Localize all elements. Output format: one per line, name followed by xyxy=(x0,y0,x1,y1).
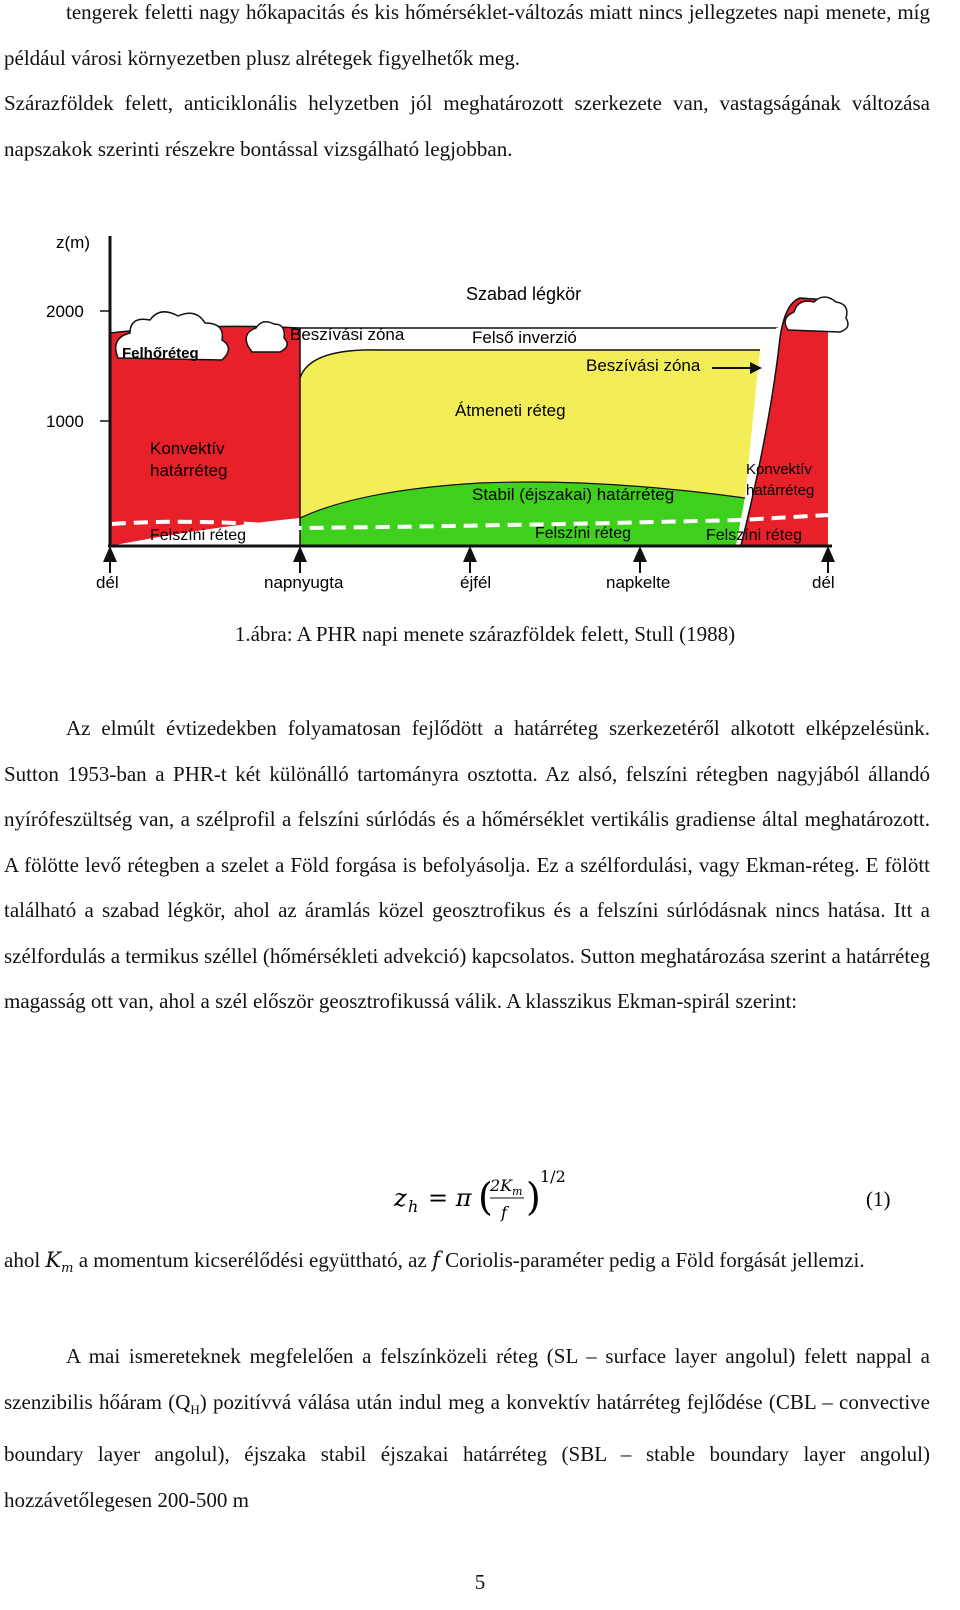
time-label-noon-1: dél xyxy=(96,573,119,592)
label-entrainment-right: Beszívási zóna xyxy=(586,356,701,375)
axis-label-z: z(m) xyxy=(56,233,90,252)
paragraph-symbols xyxy=(4,1242,930,1287)
convective-layer-right xyxy=(740,298,828,546)
para1-text: tengerek feletti nagy hőkapacitás és kis hőmérséklet-változás miatt nincs jellegzetes napi menete, míg például városi környezetben plusz alrétegek figyelhetők meg. xyxy=(4,0,930,70)
time-label-midnight: éjfél xyxy=(460,573,492,592)
label-surface-right: Felszíni réteg xyxy=(706,527,803,544)
label-free-atmosphere: Szabad légkör xyxy=(466,284,582,304)
para4-text-3: Coriolis-paraméter pedig a Föld forgását jellemzi. xyxy=(439,1248,865,1272)
eq-numerator-sub: m xyxy=(512,1185,523,1198)
time-arrows xyxy=(103,546,835,573)
eq-exponent: 1/2 xyxy=(540,1167,566,1186)
label-surface-left: Felszíni réteg xyxy=(150,527,247,544)
equation-1 xyxy=(0,1160,960,1230)
eq-lhs: z xyxy=(394,1184,407,1212)
label-cloud-layer: Felhőréteg xyxy=(122,345,199,362)
figure-svg xyxy=(0,228,960,598)
para4-text-2: a momentum kicserélődési együttható, az xyxy=(73,1248,433,1272)
symbol-k-sub: m xyxy=(61,1261,74,1277)
para5-text-1: A mai ismereteknek megfelelően a felszínközeli réteg (SL – surface layer angolul) felett nappal a szenzibilis hőáram (Q xyxy=(4,1344,930,1414)
eq-equals-pi: = π xyxy=(428,1184,472,1212)
page-number: 5 xyxy=(474,1570,486,1594)
para2-text: Szárazföldek felett, anticiklonális helyzetben jól meghatározott szerkezete van, vastagságának változása napszakok szerinti részekre bontással vizsgálható legjobban. xyxy=(4,91,930,161)
label-residual-layer: Átmeneti réteg xyxy=(455,401,566,420)
para5-sub-h: H xyxy=(190,1401,200,1417)
eq-denominator: f xyxy=(501,1203,507,1222)
figure-phr-diurnal-cycle xyxy=(0,228,960,598)
symbol-km xyxy=(45,1248,74,1277)
eq-paren-right: ) xyxy=(526,1175,541,1219)
para4-text-1: ahol xyxy=(4,1248,46,1272)
paragraph-cbl-sbl xyxy=(4,1334,930,1523)
eq-number: (1) xyxy=(866,1187,891,1211)
time-label-sunrise: napkelte xyxy=(606,573,671,592)
paragraph-intro xyxy=(4,0,930,172)
tick-label-1000: 1000 xyxy=(46,412,84,431)
label-upper-inversion: Felső inverzió xyxy=(472,328,577,347)
label-convective-right-1: Konvektív xyxy=(746,461,812,478)
para5-text-2: ) pozitívvá válása után indul meg a konvektív határréteg fejlődése (CBL – convective boundary layer angolul), éjszaka stabil éjszakai határréteg (SBL – stable boundary layer angolul) hozzávetőlegesen 200-500 m xyxy=(4,1389,930,1512)
eq-numerator: 2K xyxy=(490,1176,513,1195)
eq-paren-left: ( xyxy=(478,1175,493,1219)
symbol-f: f xyxy=(432,1248,440,1272)
label-convective-left-1: Konvektív xyxy=(150,439,225,458)
equation-svg xyxy=(0,1160,960,1230)
time-label-noon-2: dél xyxy=(812,573,835,592)
label-surface-mid: Felszíni réteg xyxy=(535,525,632,542)
figure-caption: 1.ábra: A PHR napi menete szárazföldek felett, Stull (1988) xyxy=(234,622,736,646)
label-convective-right-2: határréteg xyxy=(746,482,815,499)
eq-lhs-sub: h xyxy=(408,1197,419,1216)
label-convective-left-2: határréteg xyxy=(150,461,228,480)
paragraph-sutton: Az elmúlt évtizedekben folyamatosan fejlődött a határréteg szerkezetéről alkotott elképzelésünk. Sutton 1953-ban a PHR-t két különálló tartományra osztotta. Az alsó, felszíni rétegben nagyjából állandó nyírófeszültség van, a szélprofil a felszíni súrlódás és a hőmérséklet vertikális gradiense által meghatározott. A fölötte levő rétegben a szelet a Föld forgása is befolyásolja. Ez a szélfordulási, vagy Ekman-réteg. E fölött található a szabad légkör, ahol az áramlás közel geosztrofikus és a felszíni súrlódásnak nincs hatása. Itt a szélfordulás a termikus széllel (hőmérsékleti advekció) kapcsolatos. Sutton meghatározása szerint a határréteg magasság ott van, ahol a szél először geosztrofikussá válik. A klasszikus Ekman-spirál szerint: xyxy=(4,716,930,1013)
tick-label-2000: 2000 xyxy=(46,302,84,321)
label-entrainment-left: Beszívási zóna xyxy=(290,325,405,344)
time-label-sunset: napnyugta xyxy=(264,573,344,592)
label-stable-layer: Stabil (éjszakai) határréteg xyxy=(472,485,675,504)
symbol-k: K xyxy=(45,1248,62,1272)
